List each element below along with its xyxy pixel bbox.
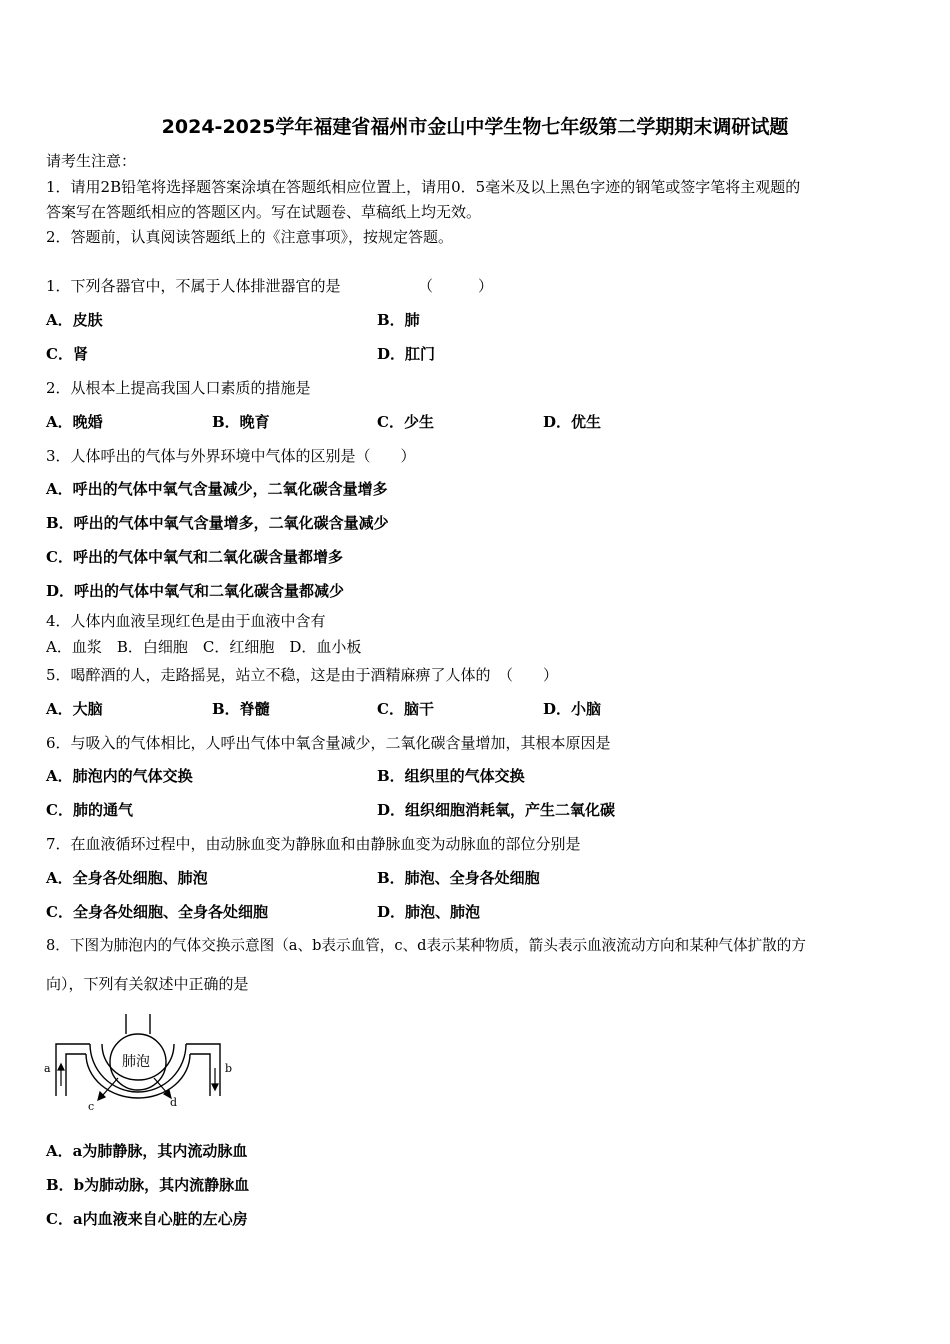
page-title: 2024-2025学年福建省福州市金山中学生物七年级第二学期期末调研试题	[161, 116, 789, 138]
label-b: b	[225, 1062, 233, 1075]
question-7-option-c: C．全身各处细胞、全身各处细胞	[46, 903, 268, 921]
question-8-stem-line-2: 向），下列有关叙述中正确的是	[46, 975, 249, 993]
question-3-option-b: B．呼出的气体中氧气含量增多，二氧化碳含量减少	[46, 514, 389, 532]
arrow-d	[154, 1078, 168, 1094]
notice-item-1-line-1: 1．请用2B铅笔将选择题答案涂填在答题纸相应位置上，请用0．5毫米及以上黑色字迹的钢笔或签字笔将主观题的	[46, 178, 801, 196]
question-2-option-d: D．优生	[543, 413, 602, 431]
question-6-stem: 6．与吸入的气体相比，人呼出气体中氧含量减少，二氧化碳含量增加，其根本原因是	[46, 734, 611, 752]
question-3-option-a: A．呼出的气体中氧气含量减少，二氧化碳含量增多	[46, 480, 388, 498]
question-7-option-d: D．肺泡、肺泡	[377, 903, 481, 921]
question-5-option-c: C．脑干	[377, 700, 434, 718]
label-a: a	[44, 1062, 51, 1075]
question-2-option-a: A．晚婚	[46, 413, 103, 431]
question-5-option-d: D．小脑	[543, 700, 602, 718]
question-7-stem: 7．在血液循环过程中，由动脉血变为静脉血和由静脉血变为动脉血的部位分别是	[46, 835, 581, 853]
vessel-a-inner	[66, 1054, 86, 1096]
notice-item-2: 2．答题前，认真阅读答题纸上的《注意事项》，按规定答题。	[46, 228, 454, 246]
alveolus-gas-exchange-diagram	[44, 1012, 234, 1117]
question-8-stem-line-1: 8．下图为肺泡内的气体交换示意图（a、b表示血管，c、d表示某种物质，箭头表示血液流动方向和某种气体扩散的方	[46, 937, 806, 954]
vessel-b-inner	[190, 1054, 210, 1096]
question-3-option-c: C．呼出的气体中氧气和二氧化碳含量都增多	[46, 548, 343, 566]
question-7-option-b: B．肺泡、全身各处细胞	[377, 869, 540, 887]
question-6-option-a: A．肺泡内的气体交换	[46, 767, 193, 785]
question-3-stem: 3．人体呼出的气体与外界环境中气体的区别是（ ）	[46, 447, 416, 465]
question-2-option-b: B．晚育	[212, 413, 270, 431]
question-1-option-b: B．肺	[377, 311, 420, 329]
question-1-answer-blank: （ ）	[418, 277, 494, 295]
label-c: c	[88, 1100, 95, 1113]
notice-heading: 请考生注意：	[46, 152, 137, 170]
question-5-option-a: A．大脑	[46, 700, 103, 718]
question-6-option-c: C．肺的通气	[46, 801, 133, 819]
question-2-option-c: C．少生	[377, 413, 434, 431]
question-8-option-b: B．b为肺动脉，其内流静脉血	[46, 1176, 250, 1194]
question-5-option-b: B．脊髓	[212, 700, 270, 718]
question-1-stem: 1．下列各器官中，不属于人体排泄器官的是	[46, 277, 341, 295]
question-8-option-c: C．a内血液来自心脏的左心房	[46, 1210, 248, 1228]
question-6-option-d: D．组织细胞消耗氧，产生二氧化碳	[377, 801, 616, 819]
question-6-option-b: B．组织里的气体交换	[377, 767, 525, 785]
question-1-option-a: A．皮肤	[46, 311, 103, 329]
question-1-option-c: C．肾	[46, 345, 88, 363]
question-7-option-a: A．全身各处细胞、肺泡	[46, 869, 208, 887]
question-4-options: A．血浆 B．白细胞 C．红细胞 D．血小板	[46, 638, 362, 656]
label-alveolus: 肺泡	[122, 1054, 150, 1070]
question-4-stem: 4．人体内血液呈现红色是由于血液中含有	[46, 612, 326, 630]
question-1-option-d: D．肛门	[377, 345, 436, 363]
question-5-stem: 5．喝醉酒的人，走路摇晃，站立不稳，这是由于酒精麻痹了人体的 （ ）	[46, 666, 559, 684]
question-3-option-d: D．呼出的气体中氧气和二氧化碳含量都减少	[46, 582, 345, 600]
label-d: d	[170, 1096, 178, 1109]
question-2-stem: 2．从根本上提高我国人口素质的措施是	[46, 379, 311, 397]
notice-item-1-line-2: 答案写在答题纸相应的答题区内。写在试题卷、草稿纸上均无效。	[46, 203, 482, 221]
question-8-option-a: A．a为肺静脉，其内流动脉血	[46, 1142, 248, 1160]
